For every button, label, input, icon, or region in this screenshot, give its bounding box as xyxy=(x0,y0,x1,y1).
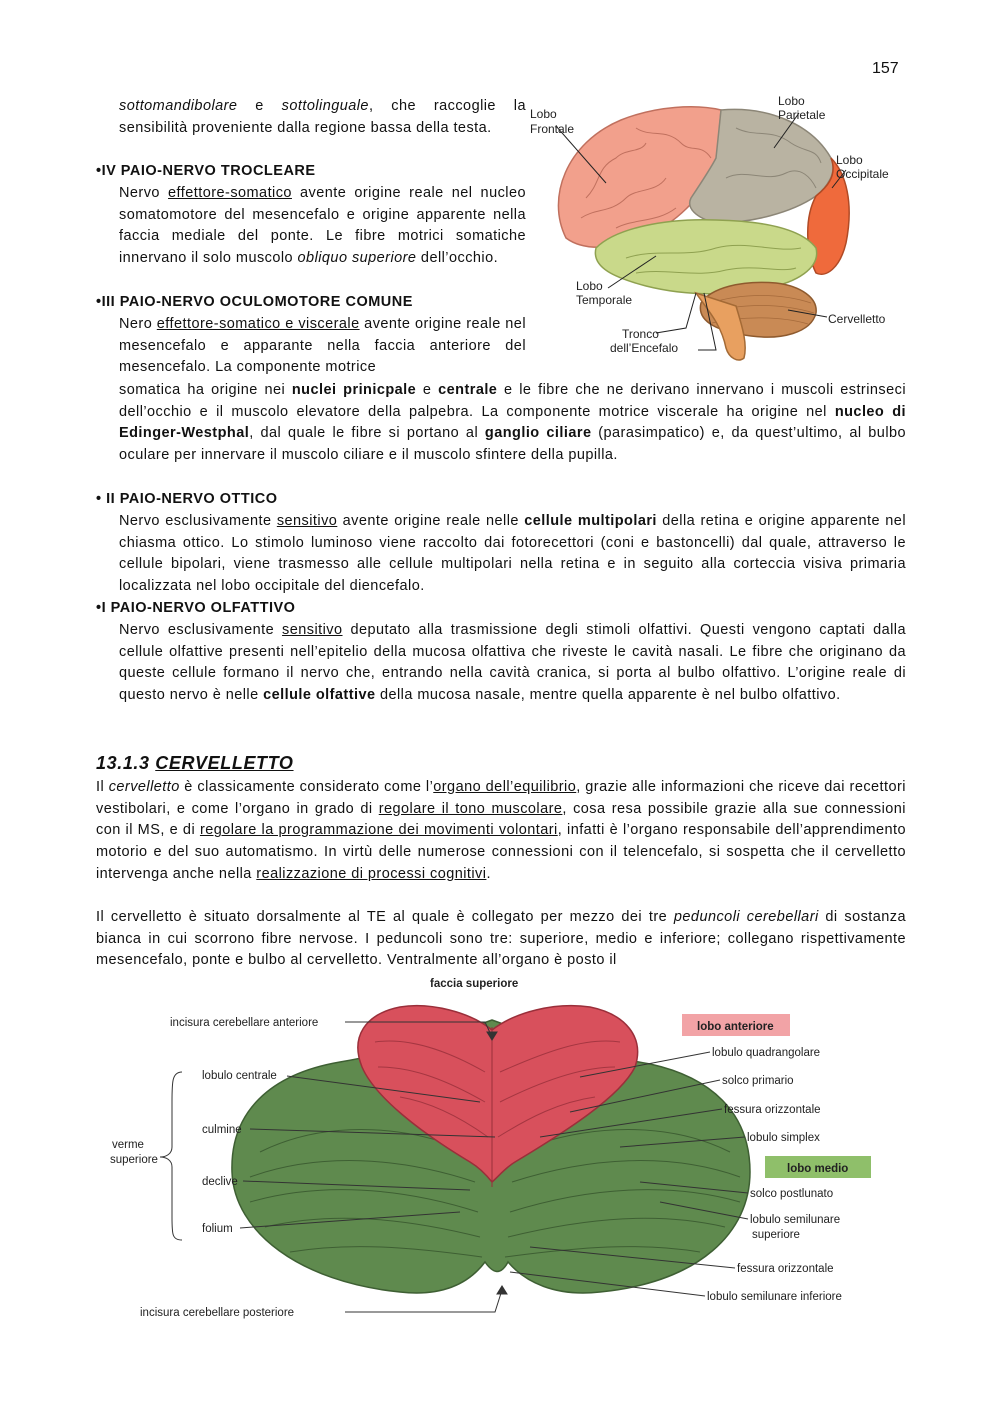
i-bold-1: cellule olfattive xyxy=(263,687,376,704)
label-cervelletto: Cervelletto xyxy=(828,312,886,326)
iii-bold-4: ganglio ciliare xyxy=(484,425,592,442)
label-solco-postlunato: solco postlunato xyxy=(750,1188,834,1200)
label-culmine: culmine xyxy=(202,1124,242,1136)
intro-italic-2: sottolinguale xyxy=(281,98,369,114)
verme-brace xyxy=(160,1072,182,1240)
label-lobo-frontale-2: Frontale xyxy=(530,122,575,136)
iv-text-2: avente origine reale nel nucleo somatomotore del mesencefalo e origine apparente nella faccia mediale del ponte. Le fibre motrici somatiche innervano il solo muscolo xyxy=(119,185,526,267)
label-lobulo-centrale: lobulo centrale xyxy=(202,1070,277,1082)
iv-italic-1: obliquo superiore xyxy=(297,250,417,267)
label-lobulo-simplex: lobulo simplex xyxy=(747,1132,820,1144)
label-fessura-orizzontale-2: fessura orizzontale xyxy=(737,1263,834,1275)
label-lobo-occipitale-2: Occipitale xyxy=(836,167,889,181)
label-lobo-temporale-1: Lobo xyxy=(576,279,603,293)
cp1-italic-1: cervelletto xyxy=(108,779,180,795)
intro-italic-1: sottomandibolare xyxy=(119,98,238,114)
iii-text-5: e le fibre che ne derivano innervano i muscoli estrinseci dell’occhio e il muscolo elevatore della palpebra. La componente motrice viscerale ha origine nel xyxy=(119,382,906,420)
iii-paragraph-a xyxy=(119,314,526,379)
heading-ii-ottico: • II PAIO-NERVO OTTICO xyxy=(96,491,278,507)
cp1-text-5: , infatti è l’organo responsabile dell’apprendimento motorio e del suo automatismo. In virtù delle numerose connessioni con il telencefalo, si sospetta che il cervelletto intervenga anche nella xyxy=(96,822,907,882)
cp1-text-6: . xyxy=(486,865,491,882)
label-declive: declive xyxy=(202,1176,238,1188)
i-underline-1: sensitivo xyxy=(282,622,343,638)
label-faccia-superiore: faccia superiore xyxy=(430,978,519,990)
iii-bold-1: nuclei prinicpale xyxy=(291,382,417,398)
intro-text-1: e xyxy=(237,98,282,114)
iii-bold-3: nucleo di Edinger-Westphal xyxy=(119,403,906,442)
label-lobo-parietale-2: Parietale xyxy=(778,108,826,122)
heading-i-olfattivo: •I PAIO-NERVO OLFATTIVO xyxy=(96,600,296,616)
cp1-text-3: , grazie alle informazioni che riceve dai recettori vestibolari, e come l’organo in grado di xyxy=(96,779,906,817)
label-tronco-2: dell’Encefalo xyxy=(610,341,679,355)
i-text-3: della mucosa nasale, mentre quella apparente è nel bulbo olfattivo. xyxy=(375,687,841,704)
page-number: 157 xyxy=(872,60,899,77)
cp1-text-2: è classicamente considerato come l’ xyxy=(179,779,434,795)
cp1-text-1: Il xyxy=(96,779,109,795)
cerebellum-superior-figure xyxy=(100,972,900,1332)
iii-text-7: (parasimpatico) e, da quest’ultimo, al bulbo oculare per innervare il muscolo ciliare e il muscolo sfintere della pupilla. xyxy=(119,425,907,464)
i-text-2: deputato alla trasmissione degli stimoli olfattivi. Questi vengono captati dalla cellule olfattive presenti nell’epitelio della mucosa olfattiva che riveste le cavità nasali. Le fibre che originano da queste cellule formano il nervo che, entrando nella cavità cranica, si porta al bulbo olfattivo. L’origine reale di questo nervo è nelle xyxy=(119,622,906,704)
label-lobulo-semilunare-inf: lobulo semilunare inferiore xyxy=(707,1291,842,1303)
label-solco-primario: solco primario xyxy=(722,1075,794,1087)
label-verme-1: verme xyxy=(112,1139,144,1151)
cp2-italic-1: peduncoli cerebellari xyxy=(673,909,819,925)
cp2-text-2: di sostanza bianca in cui scorrono fibre nervose. I peduncoli sono tre: superiore, medio e inferiore; collegano rispettivamente mesencefalo, ponte e bulbo al cervelletto. Ventralmente all’organo è posto il xyxy=(96,909,907,969)
iv-paragraph xyxy=(119,183,526,270)
i-text-1: Nervo esclusivamente xyxy=(119,622,283,638)
iii-bold-2: centrale xyxy=(438,382,498,398)
intro-paragraph xyxy=(119,96,526,139)
label-incisura-anteriore: incisura cerebellare anteriore xyxy=(170,1017,319,1029)
heading-iv-trocleare: •IV PAIO-NERVO TROCLEARE xyxy=(96,163,316,179)
label-lobo-parietale-1: Lobo xyxy=(778,94,805,108)
label-verme-2: superiore xyxy=(110,1154,158,1166)
iii-text-2: avente origine reale nel mesencefalo e apparante nella faccia anteriore del mesencefalo. La componente motrice xyxy=(119,316,526,376)
cp1-underline-2: regolare il tono muscolare xyxy=(378,800,563,817)
section-title: CERVELLETTO xyxy=(155,753,294,773)
ii-paragraph xyxy=(119,511,906,598)
i-paragraph xyxy=(119,620,906,707)
ii-underline-1: sensitivo xyxy=(276,513,338,529)
ii-text-3: della retina e origine apparente nel chiasma ottico. Lo stimolo luminoso viene raccolto dai fotorecettori (coni e bastoncelli) dal quale, attraverso le cellule bipolari, viene trasmesso alle cellule multipolari nella retina e in seguito alla corteccia visiva primaria localizzata nel lobo occipitale del diencefalo. xyxy=(119,513,906,595)
iii-text-3: somatica ha origine nei xyxy=(119,382,292,398)
cp1-text-4: , cosa resa possibile grazie alla sue connessioni con il MS, e di xyxy=(96,800,906,839)
cp1-underline-1: organo dell’equilibrio xyxy=(433,779,577,795)
cp1-underline-4: realizzazione di processi cognitivi xyxy=(256,865,487,882)
label-incisura-posteriore: incisura cerebellare posteriore xyxy=(140,1307,295,1319)
cp1-underline-3: regolare la programmazione dei movimenti volontari xyxy=(199,822,558,839)
heading-iii-oculomotore: •III PAIO-NERVO OCULOMOTORE COMUNE xyxy=(96,294,413,310)
intro-text-2: , che raccoglie la sensibilità proveniente dalla regione bassa della testa. xyxy=(119,98,526,136)
brain-lobes-figure xyxy=(526,88,912,368)
iii-text-6: , dal quale le fibre si portano al xyxy=(249,425,485,442)
iv-underline-1: effettore-somatico xyxy=(168,185,292,201)
label-lobo-medio: lobo medio xyxy=(787,1163,849,1175)
iii-underline-1: effettore-somatico e viscerale xyxy=(156,316,360,332)
iv-text-1: Nervo xyxy=(119,185,169,201)
iii-text-1: Nero xyxy=(119,316,157,332)
label-lobo-anteriore: lobo anteriore xyxy=(697,1021,774,1033)
label-lobo-temporale-2: Temporale xyxy=(576,293,633,307)
ii-text-2: avente origine reale nelle xyxy=(337,513,525,529)
cervelletto-paragraph-2 xyxy=(96,907,906,972)
label-lobulo-semilunare-sup-1: lobulo semilunare xyxy=(750,1214,841,1226)
section-heading xyxy=(96,753,294,774)
label-lobulo-quadrangolare: lobulo quadrangolare xyxy=(712,1047,821,1059)
iii-paragraph-b xyxy=(119,380,906,467)
ii-text-1: Nervo esclusivamente xyxy=(119,513,277,529)
label-fessura-orizzontale-1: fessura orizzontale xyxy=(724,1104,821,1116)
cp2-text-1: Il cervelletto è situato dorsalmente al TE al quale è collegato per mezzo dei tre xyxy=(96,909,674,925)
label-folium: folium xyxy=(202,1223,233,1235)
section-number: 13.1.3 xyxy=(96,753,156,773)
label-lobulo-semilunare-sup-2: superiore xyxy=(752,1229,800,1241)
cervelletto-paragraph-1 xyxy=(96,777,906,886)
iv-text-3: dell’occhio. xyxy=(416,250,499,267)
label-tronco-1: Tronco xyxy=(622,327,659,341)
iii-text-4: e xyxy=(416,382,439,398)
ii-bold-1: cellule multipolari xyxy=(524,513,657,529)
label-lobo-occipitale-1: Lobo xyxy=(836,153,863,167)
label-lobo-frontale-1: Lobo xyxy=(530,107,557,121)
